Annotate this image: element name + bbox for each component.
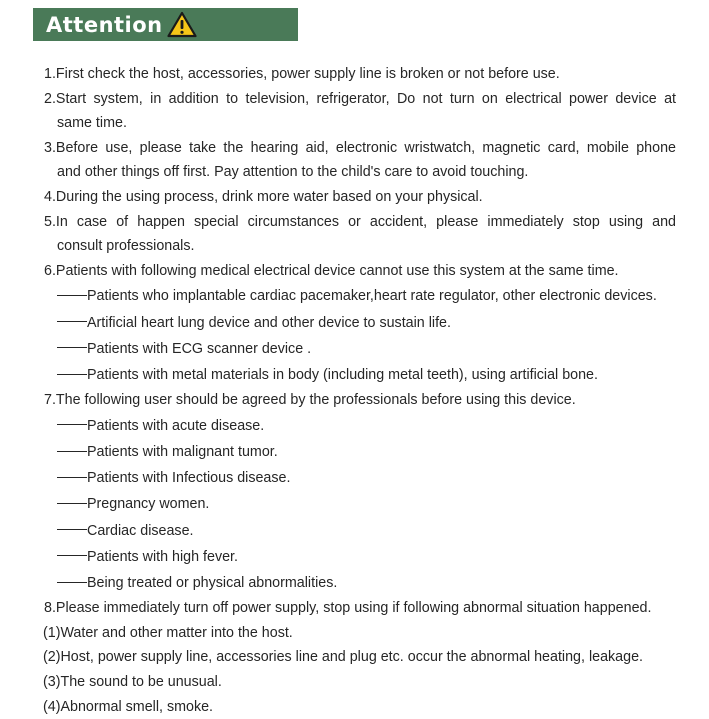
sub-item: (4)Abnormal smell, smoke.	[43, 698, 214, 715]
list-item-continuation: same time.	[57, 115, 127, 132]
sub-item-text: Cardiac disease.	[87, 522, 194, 539]
sub-item-text: Patients with Infectious disease.	[87, 470, 291, 487]
sub-item-text: Patients with acute disease.	[87, 417, 265, 434]
sub-item	[44, 544, 676, 570]
sub-item	[44, 491, 676, 517]
sub-item	[44, 310, 676, 336]
sub-item-text: Patients with metal materials in body (including metal teeth), using artificial bone.	[87, 366, 598, 383]
dash-mark	[57, 424, 87, 425]
sub-item-text: Patients with ECG scanner device .	[87, 340, 312, 357]
dash-mark	[57, 374, 87, 375]
sub-item	[44, 413, 676, 439]
sub-item-text: Being treated or physical abnormalities.	[87, 574, 338, 591]
list-item: 6.Patients with following medical electrical device cannot use this system at the same time.	[44, 262, 619, 279]
list-item: 8.Please immediately turn off power supply, stop using if following abnormal situation happened.	[44, 600, 652, 617]
list-item: 1.First check the host, accessories, power supply line is broken or not before use.	[44, 66, 560, 82]
sub-item-text: Patients with high fever.	[87, 548, 238, 565]
attention-list	[44, 62, 676, 719]
sub-item	[44, 518, 676, 544]
attention-header	[33, 8, 298, 41]
sub-item-text: Artificial heart lung device and other device to sustain life.	[87, 314, 451, 331]
dash-mark	[57, 529, 87, 530]
list-item: 2.Start system, in addition to television, refrigerator, Do not turn on electrical power device at	[44, 90, 676, 107]
list-item: 5.In case of happen special circumstances or accident, please immediately stop using and	[44, 213, 676, 230]
dash-mark	[57, 451, 87, 452]
dash-mark	[57, 347, 87, 348]
list-item-continuation: and other things off first. Pay attention to the child's care to avoid touching.	[57, 164, 529, 181]
dash-mark	[57, 321, 87, 322]
dash-mark	[57, 477, 87, 478]
list-item-continuation: consult professionals.	[57, 238, 195, 255]
page-title: Attention	[46, 12, 163, 37]
sub-item	[44, 336, 676, 362]
list-item: 7.The following user should be agreed by the professionals before using this device.	[44, 392, 576, 409]
sub-item	[44, 570, 676, 596]
sub-item: (3)The sound to be unusual.	[43, 673, 222, 690]
dash-mark	[57, 582, 87, 583]
sub-item-text: Pregnancy women.	[87, 496, 210, 513]
list-item: 3.Before use, please take the hearing aid, electronic wristwatch, magnetic card, mobile phone	[44, 139, 676, 156]
sub-item-text: Patients with malignant tumor.	[87, 443, 278, 460]
dash-mark	[57, 295, 87, 296]
sub-item	[44, 362, 676, 388]
sub-item	[44, 465, 676, 491]
sub-item	[44, 283, 676, 309]
sub-item: (1)Water and other matter into the host.	[43, 624, 293, 641]
dash-mark	[57, 555, 87, 556]
sub-item: (2)Host, power supply line, accessories line and plug etc. occur the abnormal heating, leakage.	[43, 649, 644, 666]
sub-item	[44, 439, 676, 465]
dash-mark	[57, 503, 87, 504]
list-item: 4.During the using process, drink more water based on your physical.	[44, 188, 483, 205]
warning-icon	[167, 11, 197, 38]
sub-item-text: Patients who implantable cardiac pacemaker,heart rate regulator, other electronic devices.	[87, 288, 657, 305]
